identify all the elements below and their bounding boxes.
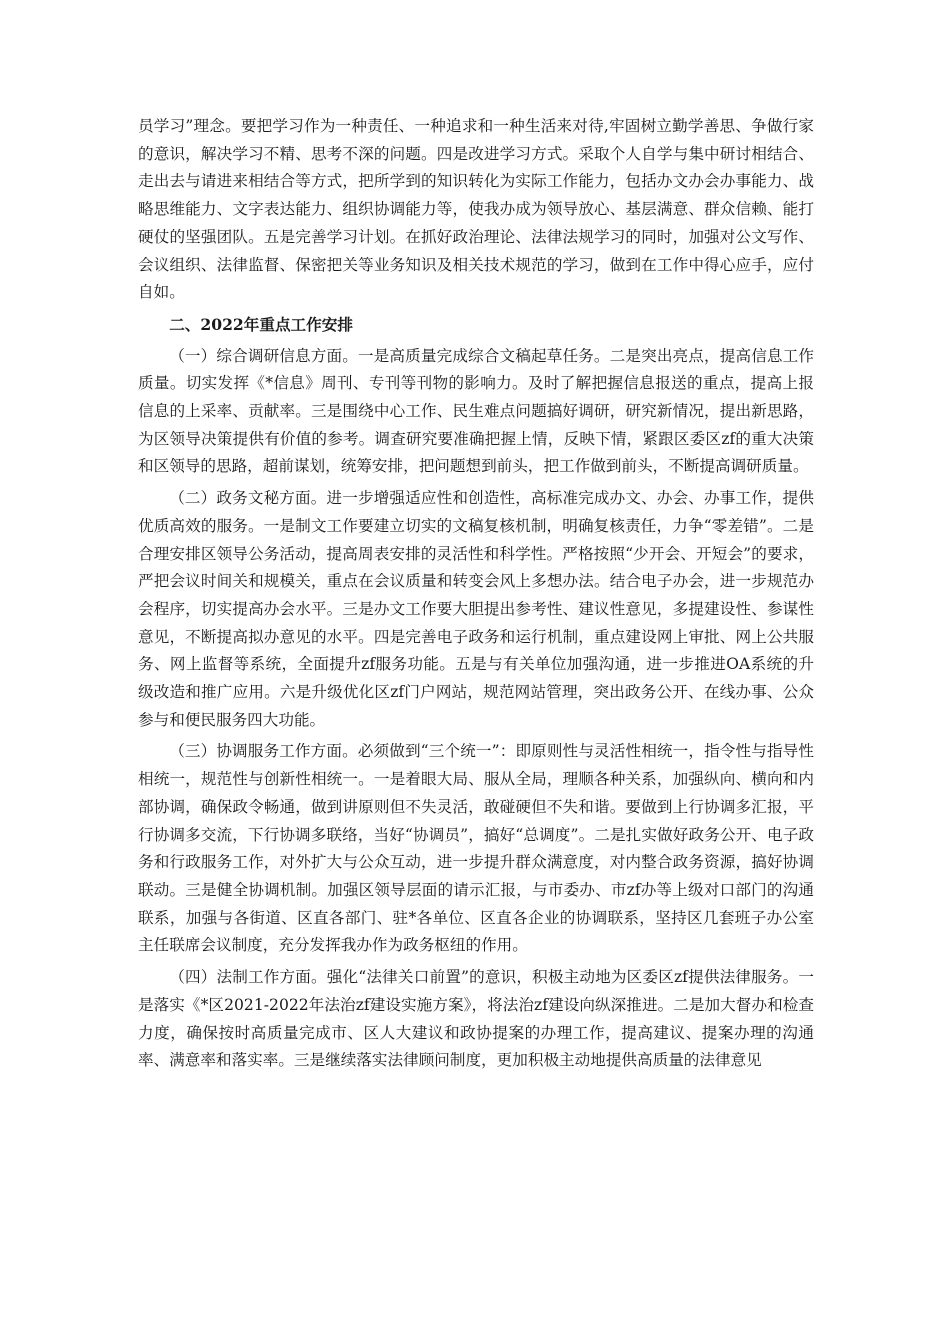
paragraph-coordination-service: （三）协调服务工作方面。必须做到“三个统一”：即原则性与灵活性相统一，指令性与指导性相统一，规范性与创新性相统一。一是着眼大局、服从全局，理顺各种关系，加强纵向、横向和内部协调，确保政令畅通，做到讲原则但不失灵活，敢碰硬但不失和谐。要做到上行协调多汇报，平行协调多交流，下行协调多联络，当好“协调员”，搞好“总调度”。二是扎实做好政务公开、电子政务和行政服务工作，对外扩大与公众互动，进一步提升群众满意度，对内整合政务资源，搞好协调联动。三是健全协调机制。加强区领导层面的请示汇报，与市委办、市zf办等上级对口部门的沟通联系，加强与各街道、区直各部门、驻*各单位、区直各企业的协调联系，坚持区几套班子办公室主任联席会议制度，充分发挥我办作为政务枢纽的作用。 bbox=[138, 742, 814, 955]
paragraph-government-secretarial: （二）政务文秘方面。进一步增强适应性和创造性，高标准完成办文、办会、办事工作，提供优质高效的服务。一是制文工作要建立切实的文稿复核机制，明确复核责任，力争“零差错”。二是合理安排区领导公务活动，提高周表安排的灵活性和科学性。严格按照“少开会、开短会”的要求，严把会议时间关和规模关，重点在会议质量和转变会风上多想办法。结合电子办会，进一步规范办会程序，切实提高办会水平。三是办文工作要大胆提出参考性、建议性意见，多提建设性、参谋性意见，不断提高拟办意见的水平。四是完善电子政务和运行机制，重点建设网上审批、网上公共服务、网上监督等系统，全面提升zf服务功能。五是与有关单位加强沟通，进一步推进OA系统的升级改造和推广应用。六是升级优化区zf门户网站，规范网站管理，突出政务公开、在线办事、公众参与和便民服务四大功能。 bbox=[138, 489, 814, 729]
paragraph-research-info: （一）综合调研信息方面。一是高质量完成综合文稿起草任务。二是突出亮点，提高信息工作质量。切实发挥《*信息》周刊、专刊等刊物的影响力。及时了解把握信息报送的重点，提高上报信息的上采率、贡献率。三是围绕中心工作、民生难点问题搞好调研，研究新情况，提出新思路，为区领导决策提供有价值的参考。调查研究要准确把握上情，反映下情，紧跟区委区zf的重大决策和区领导的思路，超前谋划，统筹安排，把问题想到前头，把工作做到前头，不断提高调研质量。 bbox=[138, 346, 814, 476]
section-heading-2022-plan: 二、2022年重点工作安排 bbox=[169, 314, 353, 334]
paragraph-legal-work: （四）法制工作方面。强化“法律关口前置”的意识，积极主动地为区委区zf提供法律服务。一是落实《*区2021-2022年法治zf建设实施方案》，将法治zf建设向纵深推进。二是加大督办和检查力度，确保按时高质量完成市、区人大建议和政协提案的办理工作，提高建议、提案办理的沟通率、满意率和落实率。三是继续落实法律顾问制度，更加积极主动地提供高质量的法律意见 bbox=[138, 968, 814, 1070]
document-body bbox=[138, 113, 814, 1079]
paragraph-study-continuation: 员学习”理念。要把学习作为一种责任、一种追求和一种生活来对待,牢固树立勤学善思、争做行家的意识，解决学习不精、思考不深的问题。四是改进学习方式。采取个人自学与集中研讨相结合、走出去与请进来相结合等方式，把所学到的知识转化为实际工作能力，包括办文办会办事能力、战略思维能力、文字表达能力、组织协调能力等，使我办成为领导放心、基层满意、群众信赖、能打硬仗的坚强团队。五是完善学习计划。在抓好政治理论、法律法规学习的同时，加强对公文写作、会议组织、法律监督、保密把关等业务知识及相关技术规范的学习，做到在工作中得心应手，应付自如。 bbox=[138, 117, 814, 302]
